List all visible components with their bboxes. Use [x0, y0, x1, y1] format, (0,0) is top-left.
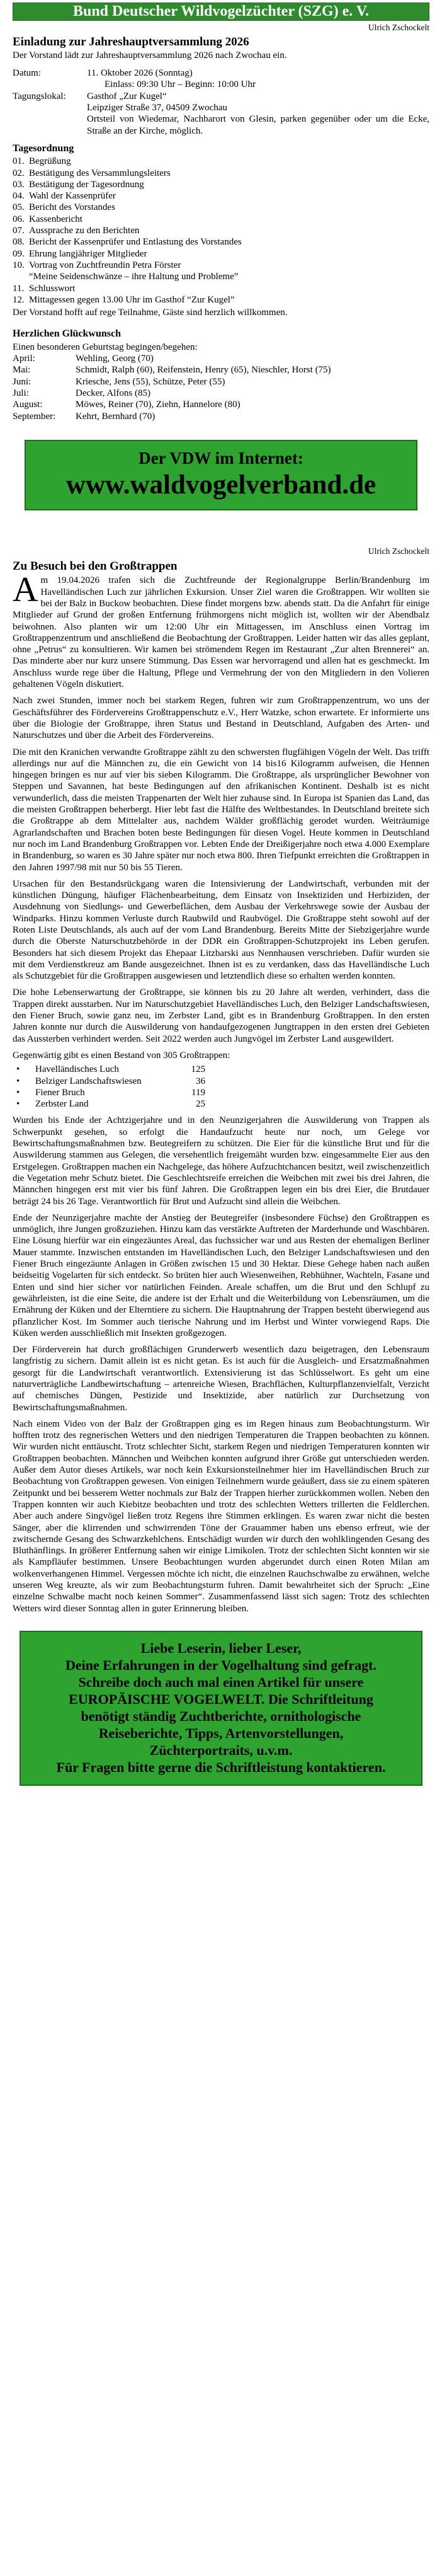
association-banner: Bund Deutscher Wildvogelzüchter (SZG) e. V. — [13, 3, 429, 21]
agenda-item — [13, 190, 429, 202]
callout-line: Liebe Leserin, lieber Leser, — [140, 1640, 302, 1656]
agenda-text: Bericht der Kassenprüfer und Entlastung des Vorstandes — [29, 237, 242, 248]
agenda-item — [13, 168, 429, 179]
callout-line: Deine Erfahrungen in der Vogelhaltung sind gefragt. — [65, 1657, 377, 1673]
article-paragraph: Ende der Neunzigerjahre machte der Anstieg der Beutegreifer (insbesondere Füchse) den Großtrappen es unmöglich, ihre Jungen großzuziehen. Hinzu kam das verstärkte Auftreten der Marderhunde und Waschbären. Eine Lösung hierfür war ein eingezäuntes Areal, das fuchssicher war und aus Resten der ehemaligen Berliner Mauer stammte. Inzwischen entstanden im Havelländischen Luch, den Belziger Landschaftswiesen und den Fiener Bruch eingezäunte Anlagen in Größen zwischen 15 und 30 Hektar. Diese Gehege haben nach außen beidseitig Vogelarten für sich entdeckt. So brüten hier auch Wiesenweihen, Rebhühner, Wachteln, Fasane und Enten und sind hier sicher vor natürlichen Feinden. Areale schaffen, um die Brut und den Schlupf zu gewährleisten, ist die eine Seite, die andere ist der Erhalt und die Weiterbildung von Lebensräumen, um die Ernährung der Küken und der Elterntiere zu sichern. Die Hauptnahrung der Trappen besteht überwiegend aus pflanzlicher Kost. Im Sommer auch tierische Nahrung und im Herbst und Winter vorwiegend Raps. Die Küken werden ausschließlich mit Insekten großgezogen. — [13, 1212, 429, 1338]
agenda-text: Begrüßung — [29, 156, 71, 167]
birthday-names: Decker, Alfons (85) — [76, 388, 150, 398]
article-section — [13, 546, 429, 1614]
agenda-item — [13, 202, 429, 213]
venue-address: Leipziger Straße 37, 04509 Zwochau — [87, 103, 227, 113]
bullet-icon: • — [16, 1087, 20, 1098]
population-list — [13, 1064, 429, 1110]
birthday-row — [13, 364, 429, 376]
vdw-website-link[interactable]: www.waldvogelverband.de — [65, 469, 377, 500]
agenda-text: Wahl der Kassenprüfer — [29, 191, 116, 202]
agenda-number: 04. — [13, 191, 25, 202]
agenda-number: 08. — [13, 237, 25, 248]
agenda-text: Bestätigung des Versammlungsleiters — [29, 168, 171, 178]
birthday-month: Mai: — [13, 365, 31, 376]
venue-value — [87, 91, 429, 137]
agenda-item — [13, 236, 429, 248]
agenda-item — [13, 260, 429, 271]
callout-line: benötigt ständig Zuchtberichte, ornithologische — [81, 1708, 361, 1724]
agenda-item — [13, 225, 429, 236]
agenda-item — [13, 283, 429, 294]
area-name: Fiener Bruch — [35, 1087, 85, 1098]
agenda-text: Bericht des Vorstandes — [29, 202, 115, 213]
venue-note: Ortsteil von Wiedemar, Nachbarort von Glesin, parken gegenüber oder um die Ecke, Straße an der Kirche, möglich. — [87, 114, 429, 136]
area-count: 25 — [196, 1099, 205, 1110]
agenda-text: Vortrag von Zuchtfreundin Petra Förster — [29, 260, 181, 270]
article-paragraph: Wurden bis Ende der Achtzigerjahre und in den Neunzigerjahren die Auswilderung von Trappen als Schwerpunkt gesehen, so erfolgt die Handaufzucht heute nur noch, um Gelege vor Bewirtschaftungsmaßnahmen bzw. Beutegreifern zu schützen. Die Eier für die künstliche Brut und für die Auswilderung stammen aus Gelegen, die versehentlich freigemäht wurden bzw. eingesammelte Eier aus den Erstgelegen. Großtrappen machen ein Nachgelege, das höhere Aufzuchtchancen besitzt, weil zwischenzeitlich die Vegetation mehr Schutz bietet. Die Geschlechtsreife erreichen die Weibchen mit zwei bis drei Jahren, die Männchen hingegen erst mit vier bis fünf Jahren. Die Großtrappen legen ein bis drei Eier, die Brutdauer beträgt 24 bis 26 Tage. Verantwortlich für Brut und Aufzucht sind allein die Weibchen. — [13, 1115, 429, 1207]
venue-row — [13, 91, 429, 137]
agenda-text: Aussprache zu den Berichten — [29, 226, 140, 236]
population-item — [13, 1076, 429, 1087]
agenda-text: Kassenbericht — [29, 214, 82, 224]
readers-callout-box — [20, 1631, 422, 1786]
area-count: 125 — [191, 1064, 205, 1075]
agenda-item — [13, 156, 429, 167]
article-paragraph: Ursachen für den Bestandsrückgang waren die Intensivierung der Landwirtschaft, verbunden mit der künstlichen Düngung, häufiger Flächenbearbeitung, dem Einsatz von Insektiziden und Herbiziden, der Ausdehnung von Siedlungs- und Gewerbeflächen, dem Ausbau der Verkehrswege sowie der Ausbau der Windparks. Hinzu kommen Verluste durch Raubwild und Raubvögel. Die Großtrappe steht sowohl auf der Roten Liste Deutschlands, als auch auf der vom Land Brandenburg. Bereits Mitte der Siebzigerjahre wurde durch die Oberste Naturschutzbehörde in der DDR ein Großtrappen-Schutzprojekt ins Leben gerufen. Besonders hat sich diesem Projekt das Ehepaar Litzbarski aus Nennhausen verschrieben. Dafür wurden sie mit dem Verdienstkreuz am Bande ausgezeichnet. Ihnen ist es zu verdanken, dass das Havelländische Luch als Schutzgebiet für die Großtrappen ausgewiesen und letztendlich diese so erhalten werden konnten. — [13, 878, 429, 982]
callout-line: Züchterportraits, u.v.m. — [149, 1742, 293, 1758]
article-title: Zu Besuch bei den Großtrappen — [13, 560, 178, 573]
birthday-row — [13, 388, 429, 399]
area-count: 119 — [191, 1087, 205, 1098]
population-item — [13, 1087, 429, 1098]
birthday-month: August: — [13, 400, 43, 410]
bullet-icon: • — [16, 1099, 20, 1110]
bullet-icon: • — [16, 1064, 20, 1075]
date-label: Datum: — [13, 68, 41, 79]
birthday-row — [13, 376, 429, 388]
article-paragraph: Die mit den Kranichen verwandte Großtrappe zählt zu den schwersten flugfähigen Vögeln der Welt. Das trifft allerdings nur auf die Männchen zu, die ein Gewicht von 14 bis16 Kilogramm aufweisen, die Hennen hingegen bringen es nur auf vier bis sieben Kilogramm. Die Großtrappe, als ursprünglicher Bewohner von Steppen und Savannen, hat beste Bedingungen auf den afrikanischen Kontinent. Deshalb ist es nicht verwunderlich, dass die meisten Trappenarten der Welt hier zuhause sind. In Europa ist Spanien das Land, das die meisten Großtrappen beherbergt. Hier lebt fast die Hälfte des Weltbestandes. In Deutschland breitete sich die Großtrappe ab dem Mittelalter aus, nachdem Wälder großflächig gerodet wurden. Weiträumige Agrarlandschaften und Brachen boten beste Bedingungen für diesen Vogel. Heute kommen in Deutschland nur noch im Land Brandenburg Großtrappen vor. Lebten Ende der Dreißigerjahre noch etwa 4.000 Exemplare in Brandenburg, so waren es 30 Jahre später nur noch etwa 800. Ihren Tiefpunkt erreichten die Großtrappen in den Jahren 1997/98 mit nur 50 bis 55 Tieren. — [13, 747, 429, 873]
birthday-names: Kehrt, Bernhard (70) — [76, 411, 156, 422]
birthday-row — [13, 353, 429, 364]
birthday-month: Juli: — [13, 388, 29, 398]
population-item — [13, 1064, 429, 1075]
callout-line: EUROPÄISCHE VOGELWELT. Die Schriftleitung — [69, 1691, 373, 1707]
agenda-number: 07. — [13, 226, 25, 236]
invitation-author: Ulrich Zschockelt — [368, 23, 429, 33]
agenda-list — [13, 156, 429, 306]
agenda-text: Schlusswort — [29, 283, 76, 294]
agenda-number: 03. — [13, 179, 25, 190]
agenda-item — [13, 214, 429, 225]
birthday-names: Wehling, Georg (70) — [76, 354, 154, 364]
article-paragraph: Nach einem Video von der Balz der Großtrappen ging es im Regen hinaus zum Beobachtungsturm. Wir hofften trotz des regnerischen Wetters und den niedrigen Temperaturen die Trappen beobachten zu können. Wir wurden nicht enttäuscht. Trotz schlechter Sicht, starkem Regen und niedrigen Temperaturen konnten wir Großtrappen beobachten. Männchen und Weibchen konnten aufgrund ihrer Größe gut unterschieden werden. Außer dem Autor dieses Artikels, war noch kein Exkursionsteilnehmer hier im Havelländischen Bruch zur Beobachtung von Großtrappen gewesen. Von einigen Teilnehmern wurde geäußert, dass sie zu einem späteren Zeitpunkt und bei besserem Wetter nochmals zur Balz der Trappen hierher zurückkommen wollen. Neben den Trappen konnten wir auch Kiebitze beobachten und trotz des schlechten Wetters trillerten die Feldlerchen. Aber auch andere Singvögel ließen trotz Regens ihre Stimmen erklingen. Es waren zwar nicht die besten Sänger, aber die klirrenden und schwirrenden Töne der Grauammer haben uns ebenso erfreut, wie der zwitschernde Gesang des Schwarzkehlchens. Entschädigt wurden wir durch den wohlklingenden Gesang des Bluthänflings. In größerer Entfernung sahen wir einige Limikolen. Trotz der schlechten Sicht konnten wir sie als Kampfläufer bestimmen. Unsere Beobachtungen wurden abgerundet durch einen Roten Milan am wolkenverhangenen Himmel. Vergessen möchte ich nicht, die einzelnen Rauchschwalbe zu erwähnen, welche unseren Weg kreuzte, als wir zum Beobachtungsturm fuhren. Damit bewahrheitet sich der Spruch: „Eine einzelne Schwalbe macht noch keinen Sommer“. Zusammenfassend lässt sich sagen: Trotz des schlechten Wetters wird dieser Sonntag allen in guter Erinnerung bleiben. — [13, 1418, 429, 1614]
agenda-title: Tagesordnung — [13, 142, 74, 154]
bullet-icon: • — [16, 1076, 20, 1086]
birthdays-title: Herzlichen Glückwunsch — [13, 328, 122, 340]
date-row — [13, 67, 429, 91]
time-line: Einlass: 09:30 Uhr – Beginn: 10:00 Uhr — [105, 79, 256, 90]
birthday-row — [13, 399, 429, 410]
agenda-item — [13, 248, 429, 260]
agenda-number: 10. — [13, 260, 25, 270]
venue-label: Tagungslokal: — [13, 91, 66, 101]
callout-line: Für Fragen bitte gerne die Schriftleistung kontaktieren. — [56, 1759, 386, 1775]
agenda-number: 06. — [13, 214, 25, 224]
agenda-item — [13, 179, 429, 190]
article-author: Ulrich Zschockelt — [368, 546, 429, 556]
article-paragraph: Der Förderverein hat durch großflächigen Grunderwerb wesentlich dazu beigetragen, den Lebensraum langfristig zu sichern. Damit allein ist es nicht getan. Es ist auch für die Ausgleich- und Ersatzmaßnahmen gesorgt für die Landwirtschaft verantwortlich. Extensivierung ist das Schlüsselwort. Es geht um eine naturverträgliche Landbewirtschaftung – artenreiche Wiesen, Brachflächen, Kulturpflanzenvielfalt, Verzicht auf chemisches Düngen, Pestizide und Insektizide, aber natürlich zur Durchsetzung von Bewirtschaftungsmaßnahmen. — [13, 1345, 429, 1413]
vdw-internet-box — [25, 440, 417, 510]
birthday-names: Möwes, Reiner (70), Ziehn, Hannelore (80) — [76, 400, 241, 410]
agenda-number: 09. — [13, 248, 25, 259]
birthdays-section — [13, 328, 429, 422]
agenda-text: “Meine Seidenschwänze – ihre Haltung und Probleme” — [29, 272, 239, 282]
callout-line: Reiseberichte, Tipps, Artenvorstellungen, — [98, 1725, 344, 1741]
area-count: 36 — [196, 1076, 205, 1086]
counts-intro: Gegenwärtig gibt es einen Bestand von 305 Großtrappen: — [13, 1050, 230, 1061]
article-paragraph: Nach zwei Stunden, immer noch bei starkem Regen, fuhren wir zum Großtrappenzentrum, wo uns der Geschäftsführer des Fördervereins Großtrappenschutz e.V., Herr Watzke, schon erwartete. Er informierte uns über die Biologie der Großtrappe, ihren Status und Bestand in Deutschland, Aufgaben des Arten- und Naturschutzes und über die Arbeit des Fördervereins. — [13, 696, 429, 741]
area-name: Belziger Landschaftswiesen — [35, 1076, 142, 1086]
drop-cap: A — [13, 570, 38, 610]
birthday-names: Schmidt, Ralph (60), Reifenstein, Henry (65), Nieschler, Horst (75) — [76, 365, 331, 376]
vdw-heading: Der VDW im Internet: — [139, 448, 303, 468]
article-paragraph — [13, 570, 429, 690]
area-name: Havelländisches Luch — [35, 1064, 119, 1075]
population-item — [13, 1098, 429, 1110]
agenda-number: 12. — [13, 294, 25, 305]
agenda-text: Mittagessen gegen 13.00 Uhr im Gasthof “Zur Kugel” — [29, 294, 235, 305]
venue-name: Gasthof „Zur Kugel“ — [87, 91, 167, 101]
agenda-text: Bestätigung der Tagesordnung — [29, 179, 144, 190]
agenda-text: Ehrung langjähriger Mitglieder — [29, 248, 147, 259]
agenda-number — [13, 271, 29, 282]
article-paragraph: Die hohe Lebenserwartung der Großtrappe, sie können bis zu 20 Jahre alt werden, verhindert, dass die Trappen direkt ausstarben. Nur im Naturschutzgebiet Havelländisches Luch, den Belziger Landschaftswiesen, den Fiener Bruch, sowie ganz neu, im Zerbster Land, gibt es in Brandenburg Großtrappen. In den ersten Jahren konnte nur durch die Auswilderung von handaufgezogenen Jungtrappen in den ersten drei Gebieten das Aussterben verhindert werden. Seit 2022 werden auch Jungvögel im Zerbster Land ausgewildert. — [13, 987, 429, 1044]
birthday-row — [13, 411, 429, 422]
birthday-month: April: — [13, 354, 35, 364]
birthday-month: September: — [13, 411, 56, 422]
agenda-number: 11. — [13, 283, 25, 294]
callout-line: Schreibe doch auch mal einen Artikel für unsere — [78, 1674, 364, 1690]
page — [13, 0, 429, 1786]
invitation-section — [13, 37, 429, 319]
area-name: Zerbster Land — [35, 1099, 89, 1110]
agenda-number: 05. — [13, 202, 25, 213]
birthdays-intro: Einen besonderen Geburtstag begingen/begehen: — [13, 342, 198, 352]
invitation-title: Einladung zur Jahreshauptversammlung 2026 — [13, 35, 249, 49]
invitation-outro: Der Vorstand hofft auf rege Teilnahme, Gäste sind herzlich willkommen. — [13, 308, 288, 318]
invitation-intro: Der Vorstand lädt zur Jahreshauptversammlung 2026 nach Zwochau ein. — [13, 50, 287, 60]
agenda-item — [13, 294, 429, 306]
date-line: 11. Oktober 2026 (Sonntag) — [87, 68, 193, 79]
agenda-item-continuation — [13, 271, 429, 282]
birthday-month: Juni: — [13, 376, 31, 387]
agenda-number: 01. — [13, 156, 25, 167]
birthday-names: Kriesche, Jens (55), Schütze, Peter (55) — [76, 376, 225, 387]
agenda-number: 02. — [13, 168, 25, 178]
paragraph-text: m 19.04.2026 trafen sich die Zuchtfreunde der Regionalgruppe Berlin/Brandenburg im Havelländischen Luch zur jährlichen Exkursion. Unser Ziel waren die Großtrappen. Wir wollten sie bei der Balz in Buckow beobachten. Diese findet morgens bzw. abends statt. Da die Anfahrt für einige Mitglieder auf Grund der großen Entfernung frühmorgens nicht möglich ist, wollten wir der Abendbalz beiwohnen. Also planten wir um 12:00 Uhr ein Mittagessen, im Anschluss einen Vortrag im Großtrappenzentrum und anschließend die Beobachtung der Großtrappen. Leider hatten wir das alles geplant, ohne „Petrus“ zu konsultieren. Wir kamen bei strömendem Regen im Restaurant „Zur alten Brennerei“ an. Das minderte aber nur kurz unsere Stimmung. Das Essen war hervorragend und allen hat es geschmeckt. Im Anschluss wurde rege über die Haltung, Pflege und Vermehrung der von den Mitgliedern in den Volieren gehaltenen Vögeln diskutiert. — [13, 575, 429, 690]
date-value — [87, 67, 429, 91]
